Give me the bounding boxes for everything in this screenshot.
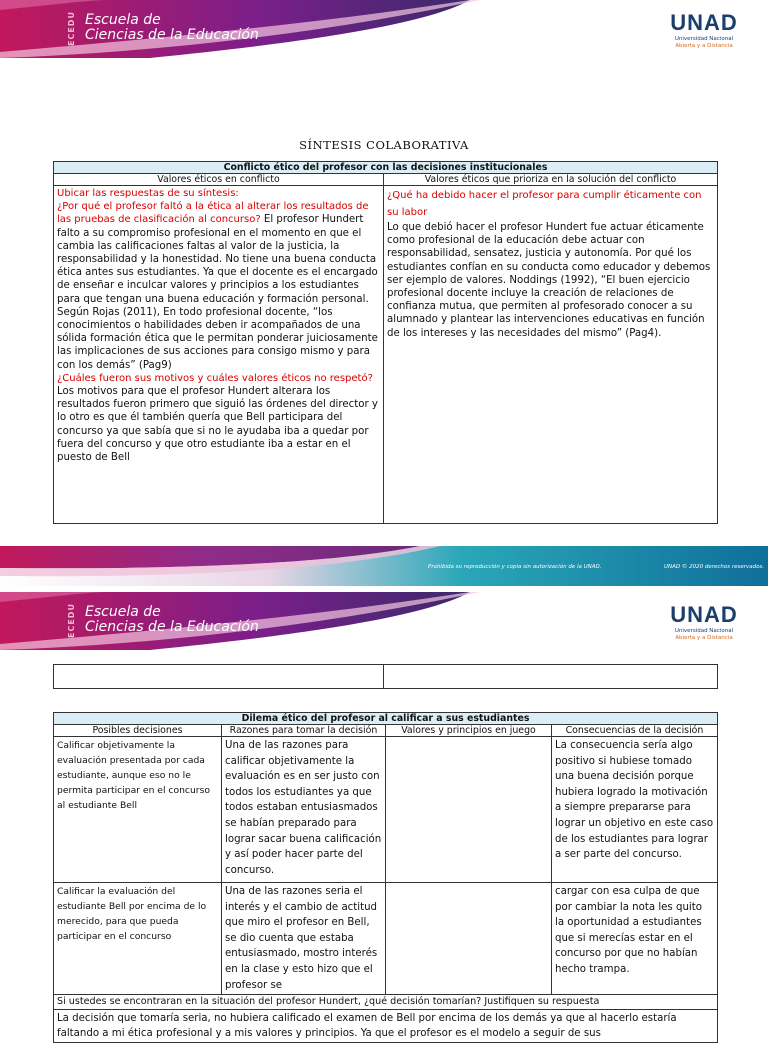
conflict-table bbox=[53, 161, 718, 524]
page-footer bbox=[0, 546, 768, 586]
unad-logo-mark: UNAD bbox=[670, 10, 738, 35]
footer-wave-graphic bbox=[0, 546, 768, 586]
school-name bbox=[85, 13, 259, 43]
conflict-col1-header: Valores éticos en conflicto bbox=[54, 174, 384, 186]
footer-copyright: UNAD © 2020 derechos reservados. bbox=[664, 564, 765, 570]
consequences-cell: La consecuencia sería algo positivo si hubiese tomado una buena decisión porque hubiera logrado la motivación a siempre prepararse para lograr un objetivo en este caso de los estudiantes para lograr a ser parte del concurso. bbox=[552, 737, 718, 883]
decision-cell: Calificar la evaluación del estudiante Bell por encima de lo merecido, para que pueda participar en el concurso bbox=[54, 883, 222, 995]
dilemma-table-heading: Dilema ético del profesor al calificar a sus estudiantes bbox=[54, 713, 718, 725]
col-header-decisions: Posibles decisiones bbox=[54, 725, 222, 737]
school-name-line1: Escuela de bbox=[85, 604, 161, 620]
unad-logo-line2: Abierta y a Distancia bbox=[675, 43, 733, 49]
answer-3: Lo que debió hacer el profesor Hundert fue actuar éticamente como profesional de la educación debe actuar con responsabilidad, sensatez, justicia y autonomía. Por qué los estudiantes confían en su conducta como educador y debemos ser ejemplo de valores. Noddings (1992), “El buen ejercicio profesional docente incluye la creación de relaciones de confianza mutua, que permiten al profesorado conocer a su alumnado y plantear las intervenciones educativas en función de los intereses y las necesidades del mismo” (Pag4). bbox=[387, 222, 711, 339]
col-header-consequences: Consecuencias de la decisión bbox=[552, 725, 718, 737]
conflict-col2-cell bbox=[384, 186, 718, 524]
decision-cell: Calificar objetivamente la evaluación presentada por cada estudiante, aunque eso no le permita participar en el concurso al estudiante Bell bbox=[54, 737, 222, 883]
school-code: ECEDU bbox=[67, 11, 76, 47]
unad-logo bbox=[662, 12, 746, 56]
empty-cell bbox=[384, 665, 718, 689]
dilemma-table bbox=[53, 712, 718, 1043]
school-code: ECEDU bbox=[67, 603, 76, 639]
values-cell bbox=[386, 883, 552, 995]
footer-notice: Prohibida su reproducción y copia sin autorización de la UNAD. bbox=[428, 564, 602, 570]
conflict-col2-header: Valores éticos que prioriza en la solución del conflicto bbox=[384, 174, 718, 186]
reasons-cell: Una de las razones seria el interés y el cambio de actitud que miro el profesor en Bell, se dio cuenta que estaba entusiasmado, mostro interés en la clase y esto hizo que el profesor se bbox=[222, 883, 386, 995]
unad-logo-line2: Abierta y a Distancia bbox=[675, 635, 733, 641]
question-1: ¿Por qué el profesor faltó a la ética al alterar los resultados de las pruebas de clasificación al concurso? bbox=[57, 201, 369, 226]
values-cell bbox=[386, 737, 552, 883]
table-row bbox=[54, 737, 718, 883]
conflict-table-heading: Conflicto ético del profesor con las decisiones institucionales bbox=[54, 162, 718, 174]
header-banner-page2 bbox=[0, 592, 768, 650]
question-3: ¿Qué ha debido hacer el profesor para cumplir éticamente con su labor bbox=[387, 190, 702, 218]
school-name-line2: Ciencias de la Educación bbox=[85, 27, 259, 43]
page-title: SÍNTESIS COLABORATIVA bbox=[299, 138, 469, 152]
question-2: ¿Cuáles fueron sus motivos y cuáles valores éticos no respetó? bbox=[57, 372, 373, 384]
answer-1: El profesor Hundert falto a su compromiso profesional en el momento en que el cambia las calificaciones faltas al valor de la justicia, la responsabilidad y la honestidad. No tiene una buena conducta ética antes sus estudiantes. Ya que el docente es el encargado de enseñar e inculcar valores y principios a los estudiantes para que tengan una buena educación y formación personal. Según Rojas (2011), En todo profesional docente, “los conocimientos o habilidades deben ir acompañados de una sólida formación ética que le permitan ponderar juiciosamente las implicaciones de sus acciones para consigo mismo y para con los demás” (Pag9) bbox=[57, 214, 378, 371]
reasons-cell: Una de las razones para calificar objetivamente la evaluación es en ser justo con todos los estudiantes ya que todos estaban entusiasmados se habían preparado para lograr sacar buena calificación y así poder hacer parte del concurso. bbox=[222, 737, 386, 883]
school-name-line2: Ciencias de la Educación bbox=[85, 619, 259, 635]
empty-cell bbox=[54, 665, 384, 689]
unad-logo-line1: Universidad Nacional bbox=[674, 628, 734, 634]
answer-2: Los motivos para que el profesor Hundert alterara los resultados fueron primero que siguió las órdenes del director y lo otro es que él también quería que Bell participara del concurso ya que sabía que si no le ayudaba iba a quedar por fuera del concurso y que otro estudiante iba a estar en el puesto de Bell bbox=[57, 386, 378, 464]
col-header-values: Valores y principios en juego bbox=[386, 725, 552, 737]
unad-logo bbox=[662, 604, 746, 648]
conflict-table-continuation bbox=[53, 664, 718, 689]
unad-logo-line1: Universidad Nacional bbox=[674, 36, 734, 42]
header-banner bbox=[0, 0, 768, 58]
table-row bbox=[54, 883, 718, 995]
question-cell: Si ustedes se encontraran en la situación del profesor Hundert, ¿qué decisión tomarían? Justifiquen su respuesta bbox=[54, 995, 718, 1010]
answer-cell: La decisión que tomaría seria, no hubiera calificado el examen de Bell por encima de los demás ya que al hacerlo estaría faltando a mi ética profesional y a mis valores y principios. Ya que el profesor es el modelo a seguir de sus bbox=[54, 1010, 718, 1043]
school-name-line1: Escuela de bbox=[85, 12, 161, 28]
unad-logo-mark: UNAD bbox=[670, 602, 738, 627]
col-header-reasons: Razones para tomar la decisión bbox=[222, 725, 386, 737]
consequences-cell: cargar con esa culpa de que por cambiar la nota les quito la oportunidad a estudiantes que si merecías estar en el concurso por que no habían hecho trampa. bbox=[552, 883, 718, 995]
instruction-text: Ubicar las respuestas de su síntesis: bbox=[57, 188, 239, 199]
conflict-col1-cell bbox=[54, 186, 384, 524]
school-name bbox=[85, 605, 259, 635]
